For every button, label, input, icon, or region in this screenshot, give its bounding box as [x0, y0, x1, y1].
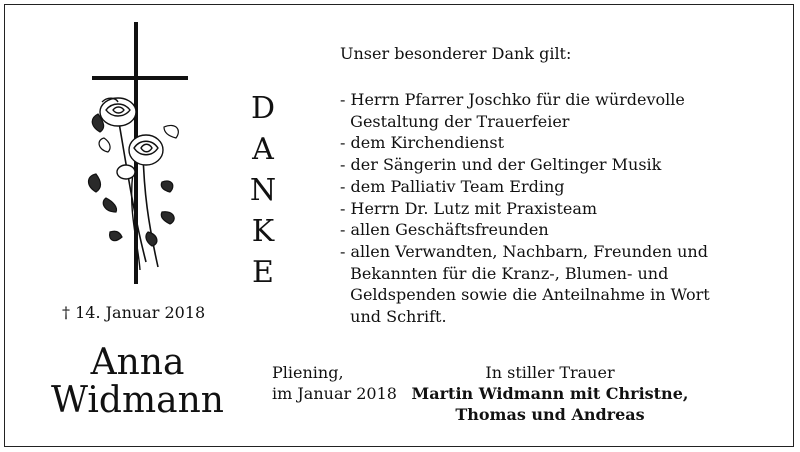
thanks-line: - Herrn Pfarrer Joschko für die würdevolle — [340, 90, 685, 109]
thanks-line: Bekannten für die Kranz-, Blumen- und — [340, 263, 669, 283]
deceased-last-name: Widmann — [51, 380, 224, 421]
danke-letter: A — [252, 132, 274, 167]
danke-letter: K — [251, 214, 275, 249]
place-date — [272, 362, 397, 404]
danke-vertical-word — [243, 88, 283, 293]
danke-letter: N — [249, 173, 277, 208]
mourning-heading: In stiller Trauer — [485, 363, 615, 382]
family-names-line1: Martin Widmann mit Christne, — [411, 384, 689, 403]
mourning-signature — [410, 362, 690, 425]
danke-letter: E — [252, 255, 274, 290]
place: Pliening, — [272, 363, 344, 382]
thanks-line: Geldspenden sowie die Anteilnahme in Wort — [340, 285, 710, 305]
thanks-line: - allen Verwandten, Nachbarn, Freunden und — [340, 241, 708, 261]
deceased-name — [30, 344, 245, 420]
deceased-first-name: Anna — [90, 342, 185, 383]
cross-with-roses-icon — [78, 22, 188, 287]
thanks-intro: Unser besonderer Dank gilt: — [340, 44, 572, 63]
thanks-line: - dem Palliativ Team Erding — [340, 176, 565, 196]
thanks-line: Gestaltung der Trauerfeier — [340, 111, 570, 131]
danke-letter: D — [250, 91, 276, 126]
death-date: † 14. Januar 2018 — [62, 303, 206, 322]
date-line: im Januar 2018 — [272, 384, 397, 403]
thanks-list — [340, 89, 710, 328]
thanks-line: - der Sängerin und der Geltinger Musik — [340, 155, 662, 175]
family-names-line2: Thomas und Andreas — [455, 405, 645, 424]
thanks-line: - allen Geschäftsfreunden — [340, 220, 549, 240]
thanks-line: und Schrift. — [340, 307, 447, 327]
thanks-line: - Herrn Dr. Lutz mit Praxisteam — [340, 198, 598, 218]
thanks-line: - dem Kirchendienst — [340, 133, 504, 153]
